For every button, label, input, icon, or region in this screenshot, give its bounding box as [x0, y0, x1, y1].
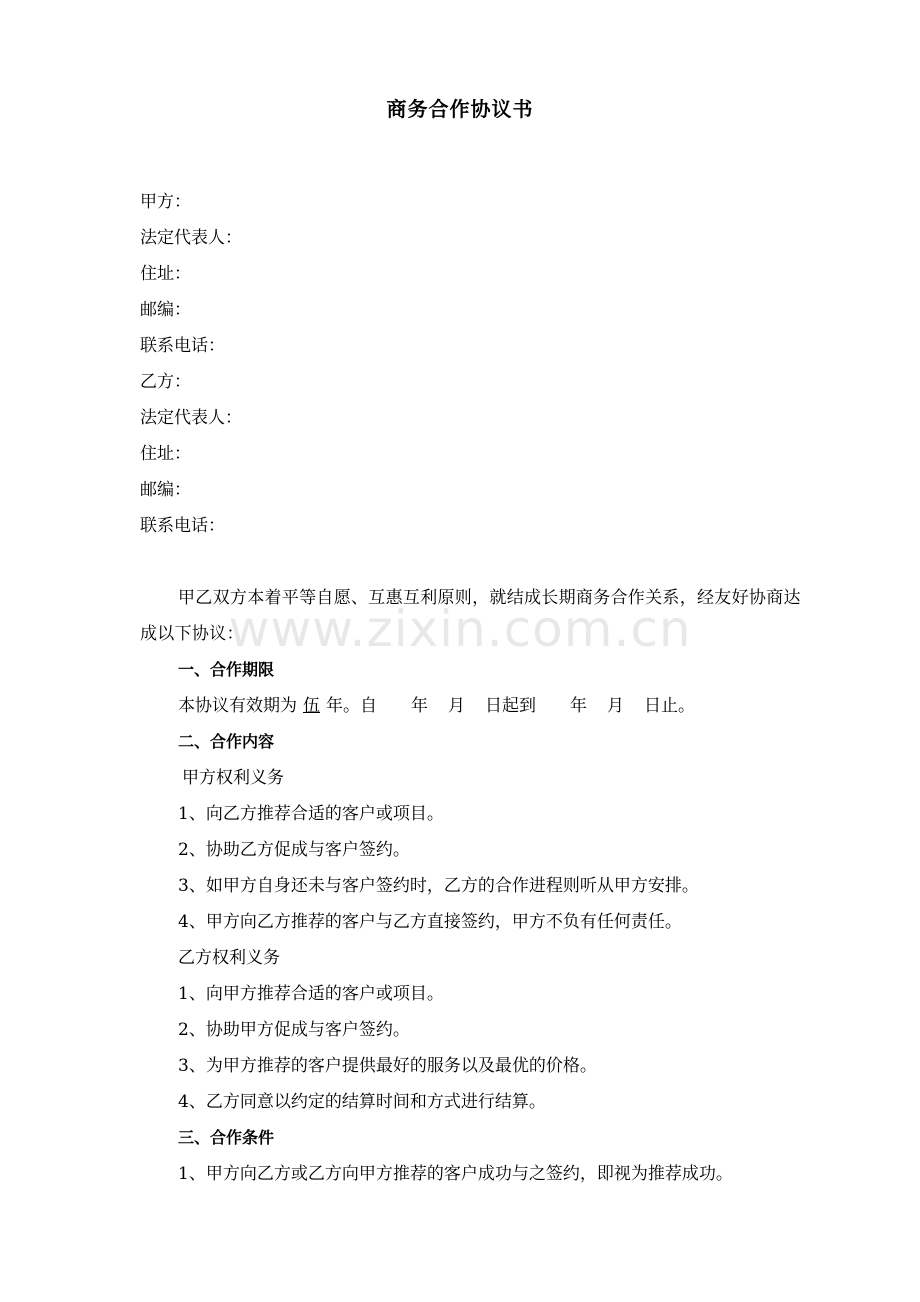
term-unit: 年。自 — [326, 696, 377, 716]
party-b-duty-item: 3、为甲方推荐的客户提供最好的服务以及最优的价格。 — [178, 1056, 597, 1076]
start-month: 月 — [448, 696, 465, 716]
section-1-heading: 一、合作期限 — [178, 660, 275, 679]
start-day: 日起到 — [485, 696, 536, 716]
party-b-duty-item: 4、乙方同意以约定的结算时间和方式进行结算。 — [178, 1092, 546, 1112]
party-b-phone: 联系电话： — [140, 516, 225, 536]
party-b-duty-item: 2、协助甲方促成与客户签约。 — [178, 1020, 410, 1040]
party-b-legal-rep: 法定代表人： — [140, 408, 242, 428]
section-2-heading: 二、合作内容 — [178, 732, 275, 751]
term-prefix: 本协议有效期为 — [178, 696, 297, 716]
party-a-duty-item: 2、协助乙方促成与客户签约。 — [178, 840, 410, 860]
party-a-legal-rep: 法定代表人： — [140, 228, 242, 248]
party-a-address: 住址： — [140, 264, 191, 284]
party-b-duties-title: 乙方权利义务 — [178, 948, 280, 968]
party-a-postcode: 邮编： — [140, 300, 191, 320]
party-a-duty-item: 4、甲方向乙方推荐的客户与乙方直接签约，甲方不负有任何责任。 — [178, 912, 682, 932]
party-b-label: 乙方： — [140, 372, 191, 392]
document-title: 商务合作协议书 — [386, 97, 534, 121]
party-b-duty-item: 1、向甲方推荐合适的客户或项目。 — [178, 984, 444, 1004]
agreement-body — [140, 580, 804, 1192]
end-month: 月 — [607, 696, 624, 716]
party-b-address: 住址： — [140, 444, 191, 464]
section-3-heading: 三、合作条件 — [178, 1128, 275, 1147]
end-day: 日止。 — [644, 696, 695, 716]
party-a-duty-item: 1、向乙方推荐合适的客户或项目。 — [178, 804, 444, 824]
term-line — [140, 688, 804, 724]
party-a-duties-title: 甲方权利义务 — [182, 768, 284, 788]
term-value: 伍 — [303, 696, 320, 716]
party-b-postcode: 邮编： — [140, 480, 191, 500]
party-a-label: 甲方： — [140, 192, 191, 212]
start-year: 年 — [411, 696, 428, 716]
end-year: 年 — [570, 696, 587, 716]
intro-paragraph: 甲乙双方本着平等自愿、互惠互利原则，就结成长期商务合作关系，经友好协商达成以下协议： — [140, 588, 801, 644]
watermark: www.zixin.com.cn — [228, 600, 692, 658]
party-a-duty-item: 3、如甲方自身还未与客户签约时，乙方的合作进程则听从甲方安排。 — [178, 876, 699, 896]
party-info-block — [140, 184, 800, 544]
party-a-phone: 联系电话： — [140, 336, 225, 356]
section-3-item: 1、甲方向乙方或乙方向甲方推荐的客户成功与之签约，即视为推荐成功。 — [178, 1164, 733, 1184]
